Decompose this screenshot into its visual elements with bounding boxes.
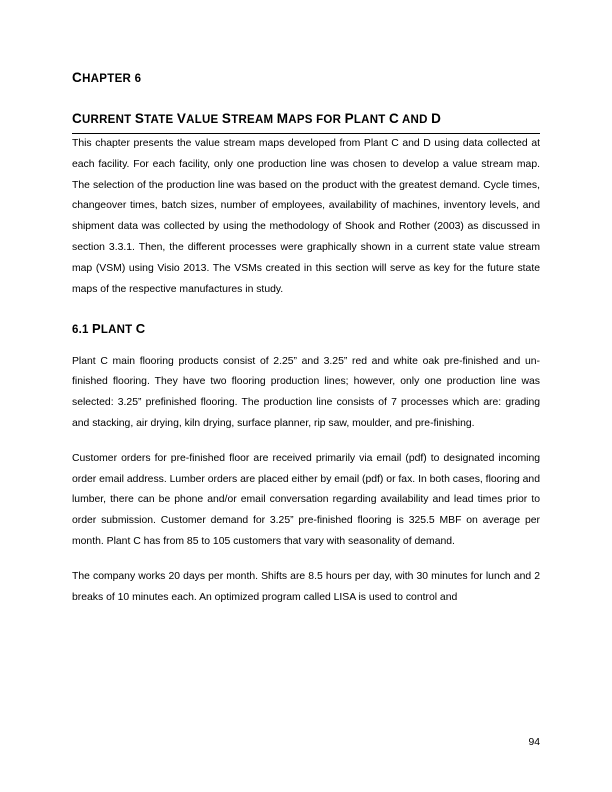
title-cap-1: C <box>72 111 82 126</box>
section-heading-6-1 <box>72 321 540 336</box>
section-number: 6.1 <box>72 323 92 336</box>
title-rest-2: TATE <box>144 114 177 126</box>
title-rest-7: AND <box>398 114 432 126</box>
chapter-label-rest: HAPTER 6 <box>82 73 142 85</box>
title-rest-3: ALUE <box>186 114 222 126</box>
paragraph-2: Customer orders for pre-finished floor are received primarily via email (pdf) to designated incoming order email address. Lumber orders are placed either by email (pdf) or fax. In both cases, flooring and lumber, there can be phone and/or email conversation regarding availability and lead times prior to order submission. Customer demand for 3.25” pre-finished flooring is 325.5 MBF on average per month. Plant C has from 85 to 105 customers that vary with seasonality of demand. <box>72 452 540 547</box>
section-heading-cap: P <box>91 320 101 336</box>
title-rest-4: TREAM <box>231 114 277 126</box>
title-cap-8: D <box>431 111 442 126</box>
section-heading-cap2: C <box>135 320 146 336</box>
title-cap-5: M <box>276 111 289 126</box>
title-cap-7: C <box>388 111 399 126</box>
paragraph-1: Plant C main flooring products consist of 2.25” and 3.25” red and white oak pre-finished and un-finished flooring. They have two flooring production lines; however, only one production line was selected: 3.25” prefinished flooring. The production line consists of 7 processes which are: grading and stacking, air drying, kiln drying, surface planner, rip saw, moulder, and pre-finishing. <box>72 355 540 429</box>
chapter-title <box>72 111 540 126</box>
paragraph-3: The company works 20 days per month. Shifts are 8.5 hours per day, with 30 minutes for lunch and 2 breaks of 10 minutes each. An optimized program called LISA is used to control and <box>72 570 540 603</box>
title-cap-4: S <box>221 111 232 126</box>
chapter-label-cap: C <box>72 70 83 85</box>
chapter-title-rule <box>72 111 540 134</box>
title-cap-3: V <box>176 111 187 126</box>
title-rest-5: APS FOR <box>288 114 345 126</box>
title-cap-6: P <box>344 111 354 126</box>
title-rest-1: URRENT <box>82 114 135 126</box>
section-heading-rest: LANT <box>100 323 136 336</box>
chapter-label <box>72 68 540 85</box>
intro-paragraph: This chapter presents the value stream maps developed from Plant C and D using data collected at each facility. For each facility, only one production line was chosen to develop a value stream map. The selection of the production line was based on the product with the greatest demand. Cycle times, changeover times, batch sizes, number of employees, availability of machines, inventory levels, and shipment data was collected by using the methodology of Shook and Rother (2003) as discussed in section 3.3.1. Then, the different processes were graphically shown in a current state value stream map (VSM) using Visio 2013. The VSMs created in this section will serve as key for the future state maps of the respective manufactures in study. <box>72 138 540 295</box>
page-number: 94 <box>528 737 540 748</box>
title-cap-2: S <box>134 111 145 126</box>
title-rest-6: LANT <box>353 114 389 126</box>
